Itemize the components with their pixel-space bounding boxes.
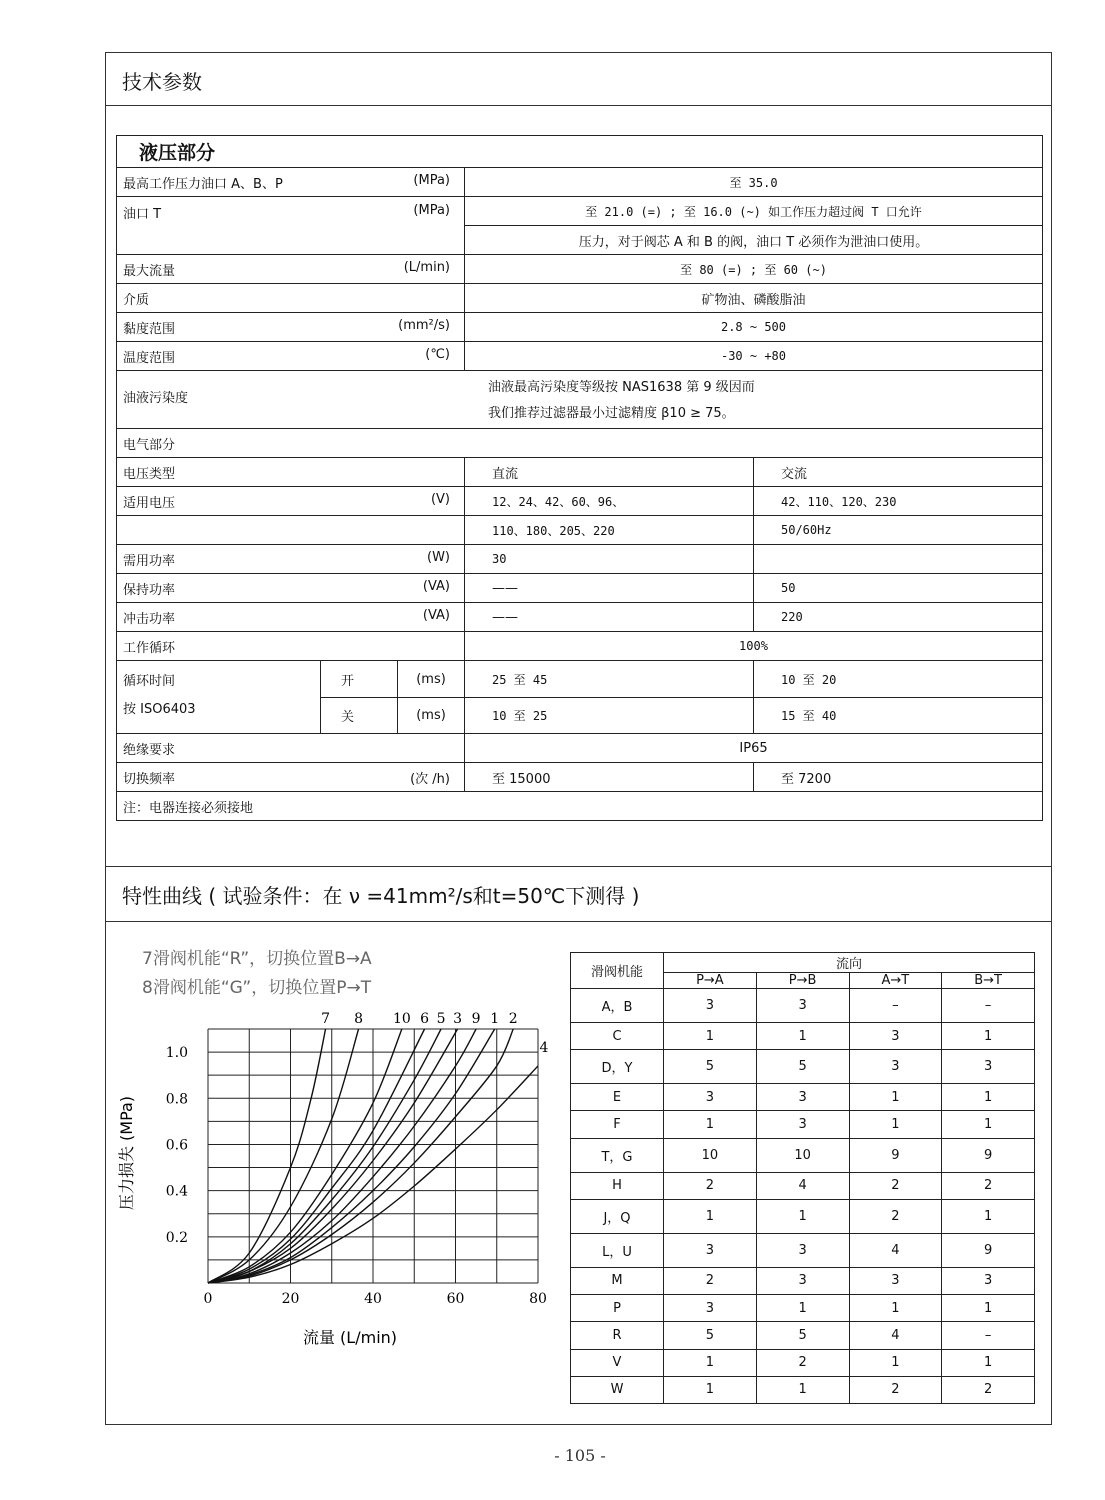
row-label: 冲击功率 [123, 611, 176, 627]
table-cell: 5 [664, 1050, 757, 1084]
row-value: 矿物油、磷酸脂油 [465, 284, 1043, 313]
table-row [571, 1376, 1035, 1403]
table-row [117, 545, 1043, 574]
dc-value: —— [465, 574, 754, 603]
curve-label-2: 2 [508, 1011, 518, 1027]
row-unit: (W) [427, 549, 450, 565]
chart-ticks [166, 1045, 547, 1307]
ac-value: 至 7200 [754, 763, 1043, 792]
col-header-function: 滑阀机能 [571, 953, 664, 989]
row-label: 保持功率 [123, 582, 176, 598]
table-cell: 9 [942, 1233, 1035, 1267]
row-value: IP65 [465, 734, 1043, 763]
row-label: M [571, 1267, 664, 1294]
row-unit: (MPa) [413, 203, 450, 218]
page-number: - 105 - [554, 1446, 606, 1465]
legend-item: 7滑阀机能“R”，切换位置B→A [142, 949, 372, 969]
row-label: 介质 [117, 284, 465, 313]
curve-label-7: 7 [321, 1011, 331, 1027]
row-label: 最大流量 [123, 263, 176, 279]
table-row [117, 574, 1043, 603]
table-row [117, 284, 1043, 313]
row-value: 至 21.0 (=) ; 至 16.0 (~) 如工作压力超过阀 T 口允许 [465, 197, 1043, 226]
x-tick-label: 60 [446, 1291, 465, 1307]
curve-label-1: 1 [490, 1011, 500, 1027]
ac-value: 50 [754, 574, 1043, 603]
table-row [571, 1084, 1035, 1111]
table-cell: 2 [849, 1172, 942, 1199]
divider [105, 866, 1052, 867]
table-cell: 1 [942, 1199, 1035, 1233]
table-row [571, 1111, 1035, 1138]
x-tick-label: 0 [203, 1291, 213, 1307]
table-row [117, 661, 1043, 698]
row-label: 切换频率 [123, 771, 176, 787]
dc-value: 10 至 25 [465, 698, 754, 734]
row-label: R [571, 1322, 664, 1349]
table-row [117, 371, 1043, 429]
col-header: P→A [664, 973, 757, 989]
row-label: H [571, 1172, 664, 1199]
row-value: -30 ~ +80 [465, 342, 1043, 371]
row-label: 绝缘要求 [117, 734, 465, 763]
row-label: 按 ISO6403 [117, 698, 321, 734]
curve-label-4: 4 [539, 1039, 549, 1056]
chart-legend [142, 945, 372, 1003]
table-row [117, 313, 1043, 342]
table-cell: 3 [664, 1295, 757, 1322]
row-value: 我们推荐过滤器最小过滤精度 β10 ≥ 75。 [488, 405, 735, 421]
row-label: 电压类型 [117, 458, 465, 487]
table-row [571, 1322, 1035, 1349]
row-unit: (ms) [398, 698, 465, 734]
y-tick-label: 1.0 [165, 1045, 188, 1062]
curve-label-10: 10 [392, 1011, 411, 1027]
table-row [117, 487, 1043, 516]
table-cell: 1 [664, 1199, 757, 1233]
cycle-on-label: 开 [321, 661, 398, 698]
table-cell: 1 [756, 1295, 849, 1322]
ac-value [754, 545, 1043, 574]
table-cell: 3 [756, 1233, 849, 1267]
table-cell: 1 [942, 1084, 1035, 1111]
table-row [117, 168, 1043, 197]
curve-label-8: 8 [354, 1011, 364, 1027]
ac-value: 15 至 40 [754, 698, 1043, 734]
table-cell: 3 [849, 1050, 942, 1084]
ac-header: 交流 [754, 458, 1043, 487]
table-cell: 4 [849, 1233, 942, 1267]
row-value: 压力，对于阀芯 A 和 B 的阀，油口 T 必须作为泄油口使用。 [465, 226, 1043, 255]
table-cell: 10 [756, 1138, 849, 1172]
table-cell: 9 [849, 1138, 942, 1172]
table-cell: 1 [664, 1023, 757, 1050]
pressure-loss-chart [110, 1005, 555, 1360]
y-tick-label: 0.6 [165, 1137, 188, 1154]
table-cell: 2 [942, 1172, 1035, 1199]
table-cell: 3 [756, 1267, 849, 1294]
dc-value: 12、24、42、60、96、 [465, 487, 754, 516]
ac-value: 42、110、120、230 [754, 487, 1043, 516]
table-row [117, 458, 1043, 487]
y-axis-label: 压力损失 (MPa) [117, 1095, 136, 1211]
row-label: 适用电压 [123, 495, 176, 511]
row-value: 至 80 (=) ; 至 60 (~) [465, 255, 1043, 284]
note: 注：电器连接必须接地 [117, 792, 1043, 821]
col-header: A→T [849, 973, 942, 989]
row-label: D，Y [571, 1050, 664, 1084]
dc-value: 110、180、205、220 [465, 516, 754, 545]
table-cell: 1 [942, 1349, 1035, 1376]
y-tick-label: 0.8 [165, 1091, 188, 1108]
table-row [117, 792, 1043, 821]
table-row [117, 763, 1043, 792]
row-label: F [571, 1111, 664, 1138]
table-row [571, 1267, 1035, 1294]
spec-table [116, 135, 1043, 821]
table-cell: 3 [756, 1111, 849, 1138]
row-unit: (℃) [425, 346, 450, 362]
table-row [571, 1050, 1035, 1084]
ac-value: 50/60Hz [754, 516, 1043, 545]
row-unit: (L/min) [403, 259, 450, 275]
row-label: A，B [571, 989, 664, 1023]
x-tick-label: 80 [529, 1291, 547, 1307]
table-cell: 3 [756, 989, 849, 1023]
dc-value: 25 至 45 [465, 661, 754, 698]
x-tick-label: 40 [364, 1291, 382, 1307]
dc-value: 30 [465, 545, 754, 574]
table-cell: 10 [664, 1138, 757, 1172]
table-cell: 3 [942, 1050, 1035, 1084]
col-header: P→B [756, 973, 849, 989]
table-cell: 2 [849, 1199, 942, 1233]
row-value: 2.8 ~ 500 [465, 313, 1043, 342]
ac-value: 10 至 20 [754, 661, 1043, 698]
flow-direction-table [570, 952, 1035, 1404]
table-row [117, 734, 1043, 763]
table-cell: 1 [756, 1023, 849, 1050]
row-label: 工作循环 [117, 632, 465, 661]
row-unit: (VA) [422, 607, 450, 623]
table-row [117, 698, 1043, 734]
cycle-off-label: 关 [321, 698, 398, 734]
table-cell: 5 [756, 1322, 849, 1349]
row-value: 100% [465, 632, 1043, 661]
chart-grid [208, 1029, 538, 1283]
curve-1 [208, 1029, 495, 1283]
row-label: L，U [571, 1233, 664, 1267]
row-label: 需用功率 [123, 553, 176, 569]
divider [105, 921, 1052, 922]
table-cell: 1 [756, 1376, 849, 1403]
row-unit: (VA) [422, 578, 450, 594]
table-row [571, 989, 1035, 1023]
table-cell: 2 [756, 1349, 849, 1376]
curve-label-6: 6 [420, 1011, 430, 1027]
table-cell: 3 [756, 1084, 849, 1111]
table-row [571, 1199, 1035, 1233]
table-cell: 3 [849, 1267, 942, 1294]
table-cell: 2 [849, 1376, 942, 1403]
row-label: J，Q [571, 1199, 664, 1233]
table-row [117, 342, 1043, 371]
table-cell: – [942, 989, 1035, 1023]
legend-item: 8滑阀机能“G”，切换位置P→T [142, 978, 372, 998]
table-cell: 1 [849, 1349, 942, 1376]
table-cell: 1 [942, 1295, 1035, 1322]
table-cell: 1 [849, 1295, 942, 1322]
dc-header: 直流 [465, 458, 754, 487]
table-row [571, 1233, 1035, 1267]
table-cell: 3 [664, 1233, 757, 1267]
table-cell: 9 [942, 1138, 1035, 1172]
row-unit: (次 /h) [410, 771, 450, 787]
y-tick-label: 0.4 [165, 1183, 188, 1200]
table-cell: 1 [664, 1376, 757, 1403]
row-label: W [571, 1376, 664, 1403]
table-cell: 3 [849, 1023, 942, 1050]
table-cell: 1 [849, 1111, 942, 1138]
row-label: 油口 T [123, 207, 162, 222]
curve-label-9: 9 [471, 1011, 481, 1027]
row-label: 油液污染度 [123, 390, 189, 406]
table-cell: – [849, 989, 942, 1023]
table-cell: 3 [664, 989, 757, 1023]
table-cell: – [942, 1322, 1035, 1349]
table-cell: 1 [664, 1349, 757, 1376]
table-cell: 3 [664, 1084, 757, 1111]
row-unit: (mm²/s) [398, 317, 450, 333]
col-group-header: 流向 [664, 953, 1035, 973]
row-label: P [571, 1295, 664, 1322]
table-row [117, 516, 1043, 545]
col-header: B→T [942, 973, 1035, 989]
table-cell: 5 [664, 1322, 757, 1349]
table-row [117, 632, 1043, 661]
table-cell: 3 [942, 1267, 1035, 1294]
table-cell: 1 [942, 1023, 1035, 1050]
row-label: 最高工作压力油口 A、B、P [123, 176, 283, 192]
electrical-section-title: 电气部分 [117, 429, 1043, 458]
table-cell: 1 [849, 1084, 942, 1111]
curve-heading: 特性曲线 ( 试验条件：在 ν =41mm²/s和t=50℃下测得 ) [122, 884, 640, 908]
row-label: 温度范围 [123, 350, 176, 366]
table-row [571, 1172, 1035, 1199]
row-unit: (MPa) [413, 172, 450, 188]
divider [105, 105, 1052, 106]
table-cell: 2 [942, 1376, 1035, 1403]
row-label: 循环时间 [117, 661, 321, 698]
table-cell: 1 [756, 1199, 849, 1233]
row-unit: (ms) [398, 661, 465, 698]
row-label: V [571, 1349, 664, 1376]
table-row [571, 1349, 1035, 1376]
row-label: C [571, 1023, 664, 1050]
table-cell: 4 [756, 1172, 849, 1199]
hydraulic-section-title: 液压部分 [117, 136, 1043, 168]
row-label: E [571, 1084, 664, 1111]
x-axis-label: 流量 (L/min) [302, 1328, 398, 1347]
table-row [117, 197, 1043, 226]
table-cell: 5 [756, 1050, 849, 1084]
table-row [571, 1138, 1035, 1172]
row-value: 至 35.0 [465, 168, 1043, 197]
ac-value: 220 [754, 603, 1043, 632]
curve-7 [208, 1029, 326, 1283]
y-tick-label: 0.2 [165, 1229, 188, 1246]
table-row [571, 1023, 1035, 1050]
table-row [117, 603, 1043, 632]
row-label: 黏度范围 [123, 321, 176, 337]
dc-value: 至 15000 [465, 763, 754, 792]
row-unit: (V) [430, 491, 450, 507]
table-cell: 2 [664, 1172, 757, 1199]
table-row [117, 255, 1043, 284]
dc-value: —— [465, 603, 754, 632]
table-row [571, 1295, 1035, 1322]
row-value: 油液最高污染度等级按 NAS1638 第 9 级因而 [488, 379, 755, 395]
table-cell: 2 [664, 1267, 757, 1294]
row-label: T，G [571, 1138, 664, 1172]
curve-label-5: 5 [436, 1011, 446, 1027]
curve-label-3: 3 [453, 1011, 463, 1027]
table-cell: 1 [942, 1111, 1035, 1138]
table-cell: 4 [849, 1322, 942, 1349]
table-cell: 1 [664, 1111, 757, 1138]
x-tick-label: 20 [281, 1291, 300, 1307]
page-title: 技术参数 [122, 70, 202, 94]
